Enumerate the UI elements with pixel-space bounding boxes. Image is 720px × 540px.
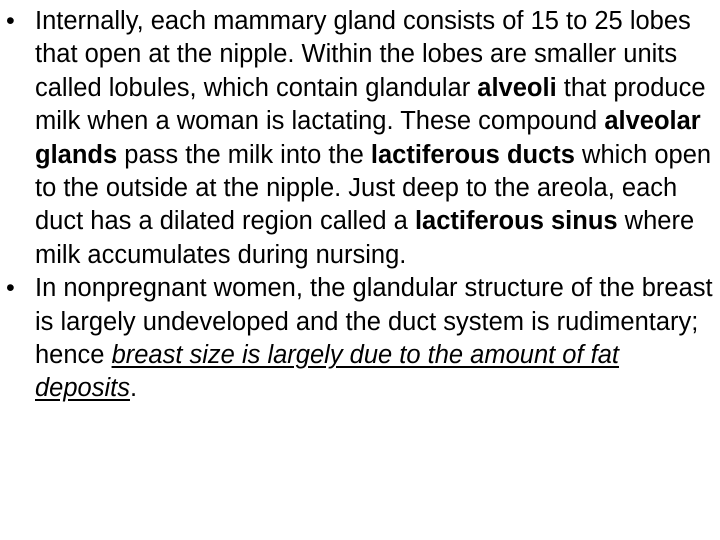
emphasized-conclusion: breast size is largely due to the amount of fat deposits xyxy=(35,341,620,403)
bullet-list xyxy=(6,5,718,406)
term-lactiferous-ducts: lactiferous ducts xyxy=(370,140,575,169)
term-alveolar-glands: alveolar glands xyxy=(35,107,701,169)
bullet-item-nonpregnant xyxy=(6,272,718,406)
text-run: that produce milk when a woman is lactating. These compound xyxy=(35,73,706,136)
term-alveoli: alveoli xyxy=(477,73,557,102)
bullet-item-lobes xyxy=(6,5,718,272)
text-run: Internally, each mammary gland consists of 15 to 25 lobes that open at the nipple. Within the lobes are smaller units called lobules, which contain glandular xyxy=(35,7,691,102)
text-run: . xyxy=(129,374,138,403)
text-run: In nonpregnant women, the glandular structure of the breast is largely undeveloped and the duct system is rudimentary; hence xyxy=(35,274,713,370)
text-run: where milk accumulates during nursing. xyxy=(35,207,695,269)
term-lactiferous-sinus: lactiferous sinus xyxy=(414,207,618,236)
text-run: pass the milk into the xyxy=(117,140,371,169)
text-run: which open to the outside at the nipple. Just deep to the areola, each duct has a dilated region called a xyxy=(35,140,712,236)
bullet-icon: • xyxy=(6,274,15,303)
bullet-icon: • xyxy=(6,7,15,35)
